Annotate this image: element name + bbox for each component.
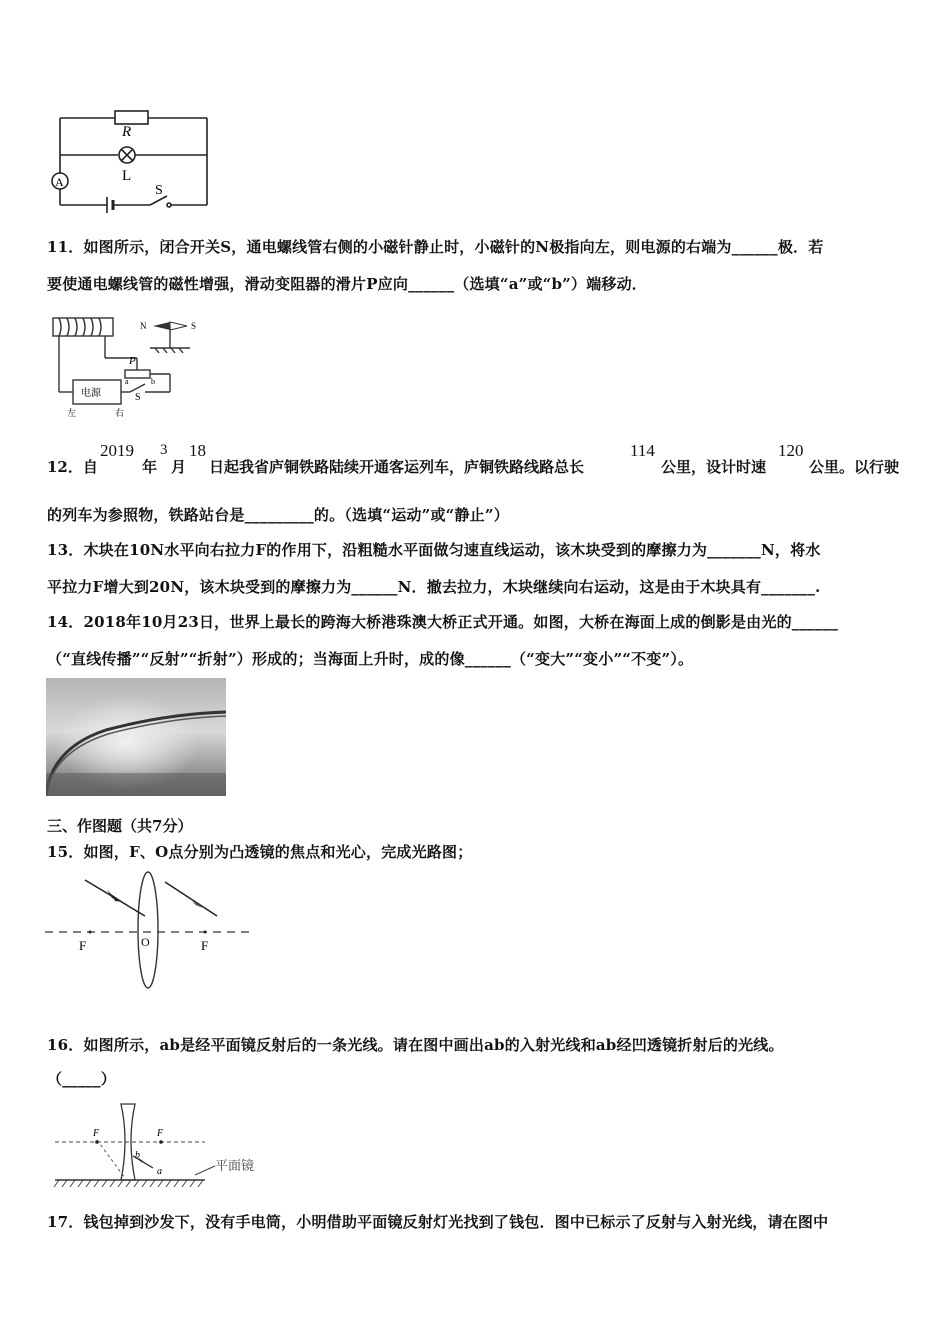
q12-line1 (47, 441, 917, 486)
q12-speed: 120 (778, 441, 804, 460)
q12-line2: 的列车为参照物，铁路站台是_________的。（选填“运动”或“静止”） (47, 506, 509, 524)
point-a-label: a (157, 1166, 162, 1177)
needle-n-label: N (140, 321, 147, 331)
q17-line1: 17．钱包掉到沙发下，没有手电筒，小明借助平面镜反射灯光找到了钱包．图中已标示了反射与入射光线，请在图中 (47, 1213, 829, 1231)
focus-left-label: F (93, 1128, 100, 1139)
ammeter-label: A (55, 175, 64, 189)
focus-right-label: F (157, 1128, 164, 1139)
switch-label: S (155, 183, 163, 198)
q12-part6: 公里。以行驶 (809, 458, 900, 476)
q16-line1: 16．如图所示，ab是经平面镜反射后的一条光线。请在图中画出ab的入射光线和ab经凹透镜折射后的光线。 (47, 1036, 784, 1054)
q12-day: 18 (189, 441, 206, 460)
left-label: 左 (67, 408, 77, 418)
q12-month: 3 (160, 442, 168, 458)
right-label: 右 (115, 408, 125, 418)
terminal-a-label: a (125, 377, 129, 386)
section-3-title: 三、作图题（共7分） (47, 817, 193, 835)
optical-center-label: O (141, 935, 150, 949)
q15-text: 15．如图，F、O点分别为凸透镜的焦点和光心，完成光路图； (47, 843, 473, 861)
slider-p-label: P (129, 355, 136, 367)
point-b-label: b (135, 1150, 140, 1161)
convex-lens-diagram-q15 (45, 868, 255, 993)
q12-length: 114 (630, 441, 655, 460)
q13-line1: 13．木块在10N水平向右拉力F的作用下，沿粗糙水平面做匀速直线运动，该木块受到的摩擦力为_______N，将水 (47, 541, 821, 559)
q16-line2: （_____） (47, 1070, 116, 1088)
focus-left-label: F (79, 938, 87, 953)
circuit-diagram-q10 (45, 100, 220, 215)
terminal-b-label: b (151, 377, 155, 386)
q11-line2: 要使通电螺线管的磁性增强，滑动变阻器的滑片P应向______（选填“a”或“b”）端移动． (47, 275, 648, 293)
focus-right-label: F (201, 938, 209, 953)
solenoid-diagram-q11 (45, 312, 205, 420)
q12-part4: 日起我省庐铜铁路陆续开通客运列车，庐铜铁路线路总长 (209, 458, 585, 476)
q13-line2: 平拉力F增大到20N，该木块受到的摩擦力为______N．撤去拉力，木块继续向右运动，这是由于木块具有_______. (47, 578, 821, 596)
q12-part2: 年 (142, 458, 158, 476)
bridge-photo (46, 678, 226, 796)
switch-s-label: S (135, 392, 141, 403)
q11-line1: 11．如图所示，闭合开关S，通电螺线管右侧的小磁针静止时，小磁针的N极指向左，则电源的右端为______极．若 (47, 238, 824, 256)
q12-year: 2019 (100, 441, 134, 460)
q14-line2: （“直线传播”“反射”“折射”）形成的；当海面上升时，成的像______（“变大”“变小”“不变”）。 (47, 650, 694, 668)
lamp-label: L (122, 168, 132, 184)
q12-part3: 月 (171, 458, 187, 476)
q12-part1: 12．自 (47, 458, 98, 476)
resistor-label: R (122, 124, 132, 140)
plane-mirror-label: 平面镜 (215, 1158, 255, 1173)
q14-line1: 14．2018年10月23日，世界上最长的跨海大桥港珠澳大桥正式开通。如图，大桥在海面上成的倒影是由光的______ (47, 613, 838, 631)
needle-s-label: S (191, 321, 197, 331)
concave-lens-diagram-q16 (45, 1100, 275, 1190)
q12-part5: 公里，设计时速 (661, 458, 767, 476)
power-source-label: 电源 (81, 388, 101, 399)
